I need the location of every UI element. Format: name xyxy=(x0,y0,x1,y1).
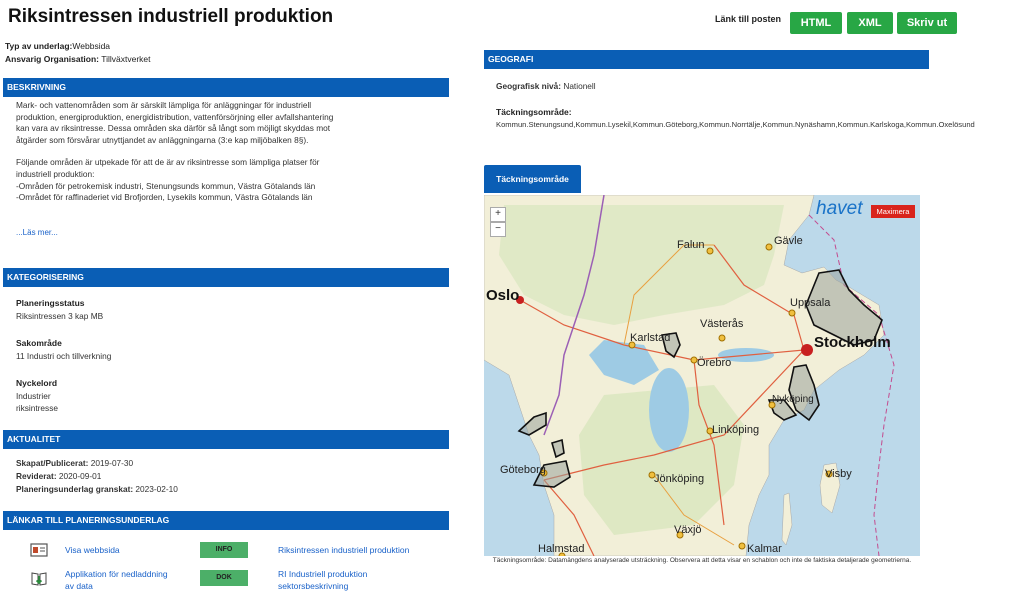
skapat-value: 2019-07-30 xyxy=(90,458,134,468)
kategorisering-header: KATEGORISERING xyxy=(3,268,449,287)
geografi-header: GEOGRAFI xyxy=(484,50,929,69)
sakomrade-value: 11 Industri och tillverkning xyxy=(16,351,112,361)
description-text xyxy=(16,100,344,224)
print-button[interactable]: Skriv ut xyxy=(897,12,957,34)
geografisk-niva-value: Nationell xyxy=(563,81,596,91)
beskrivning-header: BESKRIVNING xyxy=(3,78,449,97)
meta-typ-label: Typ av underlag: xyxy=(5,41,73,51)
applikation-link[interactable] xyxy=(65,568,168,592)
city-label-falun: Falun xyxy=(677,239,705,251)
applikation-link-line1: Applikation för nedladdning xyxy=(65,569,168,579)
city-label-vaxjo: Växjö xyxy=(674,524,702,536)
nyckelord-industrier: Industrier xyxy=(16,391,51,401)
city-label-halmstad: Halmstad xyxy=(538,543,585,555)
lankar-header: LÄNKAR TILL PLANERINGSUNDERLAG xyxy=(3,511,449,530)
city-label-karlstad: Karlstad xyxy=(630,332,671,344)
xml-button[interactable]: XML xyxy=(847,12,893,34)
description-para-1: Mark- och vattenområden som är särskilt lämpliga för anläggningar för industriell produktion, energiproduktion, energidistribution, vattenförsörjning eller avfallshantering kan vara av riksintresse. Dessa områden ska därför så långt som möjligt skyddas mot åtgärder som försvårar utnyttjandet av anläggningarna (3:e kap miljöbalken 8§). xyxy=(16,100,336,145)
reviderat-row xyxy=(16,471,101,481)
meta-typ-value: Webbsida xyxy=(72,41,111,51)
granskat-value: 2023-02-10 xyxy=(135,484,178,494)
sakomrade-label: Sakområde xyxy=(16,338,62,348)
planeringsstatus-value: Riksintressen 3 kap MB xyxy=(16,311,104,321)
city-label-oslo: Oslo xyxy=(486,287,520,304)
aktualitet-header: AKTUALITET xyxy=(3,430,449,449)
planeringsstatus-label: Planeringsstatus xyxy=(16,298,85,308)
description-para-2: Följande områden är utpekade för att de är av riksintresse som lämpliga platser för industriell produktion: -Områden för petrokemisk industri, Stenungsunds kommun, Västra Götalands län -Området för raffinaderiet vid Brofjorden, Lysekils kommun, Västra Götalands län xyxy=(16,157,320,203)
city-label-kalmar: Kalmar xyxy=(747,543,782,555)
city-label-orebro: Örebro xyxy=(697,357,732,369)
link-to-post-label: Länk till posten xyxy=(715,14,782,24)
read-more-link[interactable]: ...Läs mer... xyxy=(16,228,58,237)
city-label-visby: Visby xyxy=(825,468,852,480)
tackningsomrade-value: Kommun.Stenungsund,Kommun.Lysekil,Kommun.Göteborg,Kommun.Norrtälje,Kommun.Nynäshamn,Kommun.Karlskoga,Kommun.Oxelösund xyxy=(496,120,975,129)
webpage-icon xyxy=(30,543,48,562)
city-label-linkoping: Linköping xyxy=(712,424,760,436)
reviderat-value: 2020-09-01 xyxy=(58,471,102,481)
zoom-out-button[interactable]: − xyxy=(490,222,506,237)
city-label-goteborg: Göteborg xyxy=(500,464,546,476)
reviderat-label: Reviderat: xyxy=(16,471,57,481)
maximize-button[interactable]: Maximera xyxy=(871,205,915,218)
coverage-map[interactable] xyxy=(484,195,920,556)
nyckelord-label: Nyckelord xyxy=(16,378,58,388)
sektorsbeskrivning-link-line1: RI Industriell produktion xyxy=(278,569,368,579)
sektorsbeskrivning-link[interactable] xyxy=(278,568,367,592)
meta-org-value: Tillväxtverket xyxy=(101,54,151,64)
havet-logo: havet xyxy=(816,198,863,219)
city-label-vasteras: Västerås xyxy=(700,318,744,330)
tab-tackningsomrade[interactable]: Täckningsområde xyxy=(484,165,581,193)
meta-org-label: Ansvarig Organisation: xyxy=(5,54,99,64)
page-title: Riksintressen industriell produktion xyxy=(8,6,334,27)
city-label-jonkoping: Jönköping xyxy=(654,473,705,485)
geografisk-niva-label: Geografisk nivå: xyxy=(496,81,562,91)
geografisk-niva-row xyxy=(496,81,596,91)
download-book-icon xyxy=(30,571,48,592)
zoom-in-button[interactable]: + xyxy=(490,207,506,222)
sektorsbeskrivning-link-line2: sektorsbeskrivning xyxy=(278,581,349,591)
nyckelord-riksintresse: riksintresse xyxy=(16,403,58,413)
riksintressen-link[interactable]: Riksintressen industriell produktion xyxy=(278,545,410,555)
applikation-link-line2: av data xyxy=(65,581,93,591)
visa-webbsida-link[interactable]: Visa webbsida xyxy=(65,545,120,555)
meta-org xyxy=(5,54,151,64)
tackningsomrade-label: Täckningsområde: xyxy=(496,107,572,117)
html-button[interactable]: HTML xyxy=(790,12,842,34)
map-caption: Täckningsområde: Datamängdens analyserade utsträckning. Observera att detta visar en schablon och inte de faktiska detaljerade geometrierna. xyxy=(492,557,912,564)
city-label-nykoping: Nyköping xyxy=(772,394,814,405)
info-button[interactable]: INFO xyxy=(200,542,248,558)
city-label-stockholm: Stockholm xyxy=(814,334,891,351)
skapat-label: Skapat/Publicerat: xyxy=(16,458,89,468)
city-label-uppsala: Uppsala xyxy=(790,297,831,309)
meta-typ xyxy=(5,41,110,51)
city-label-gavle: Gävle xyxy=(774,235,803,247)
skapat-row xyxy=(16,458,133,468)
dok-button[interactable]: DOK xyxy=(200,570,248,586)
granskat-label: Planeringsunderlag granskat: xyxy=(16,484,134,494)
granskat-row xyxy=(16,484,178,494)
